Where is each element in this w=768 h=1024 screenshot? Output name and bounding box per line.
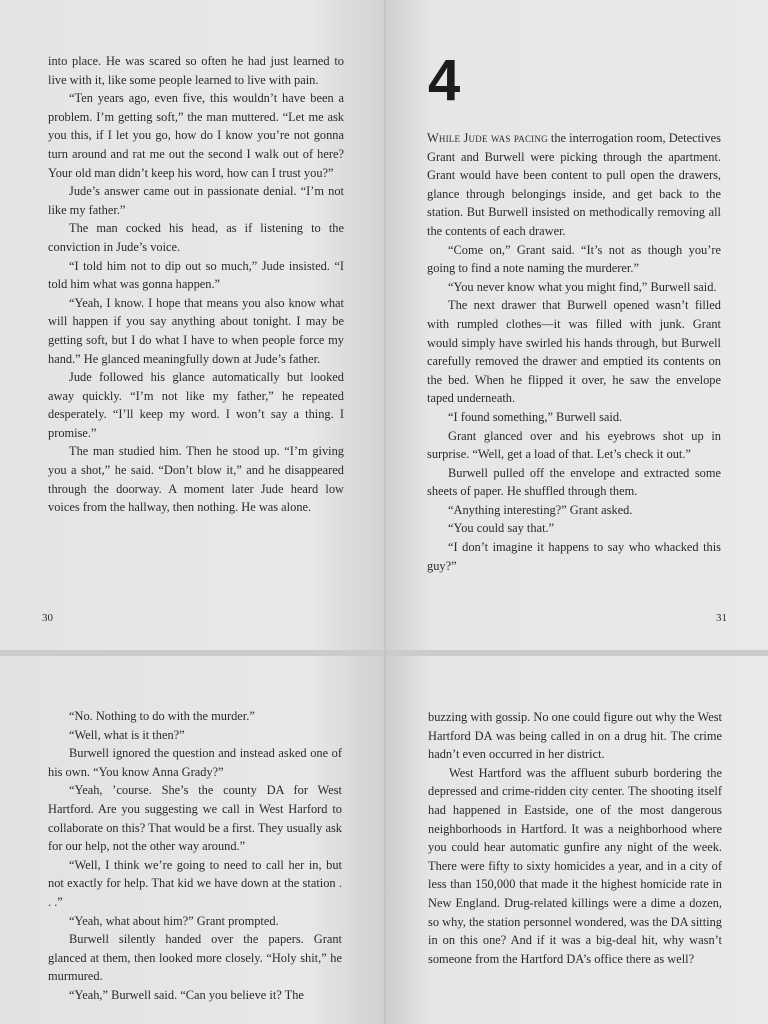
paragraph: “You could say that.” [448,521,555,536]
paragraph: Grant glanced over and his eyebrows shot up in surprise. “Well, get a load of that. Let’s check it out.” [427,428,721,462]
paragraph: “No. Nothing to do with the murder.” [69,709,255,723]
paragraph: “I told him not to dip out so much,” Jude insisted. “I told him what was gonna happen.” [48,258,344,292]
paragraph: West Hartford was the affluent suburb bordering the depressed and crime-ridden city center. The shooting itself had happened in Eastside, one of the most dangerous neighborhoods in Hartford. It was a neighborhood where you could hear automatic gunfire any night of the week. There were fifty to sixty homicides a year, and in a city of less than 150,000 that made it the highest homicide rate in New England. Drug-related killings were a dime a dozen, so why, the station personnel wondered, was the DA sitting in on this one? And if it was a big-deal hit, why wasn’t someone from the Hartford DA’s office there as well? [428,765,722,966]
page-number: 31 [716,612,727,624]
paragraph: The next drawer that Burwell opened wasn’t filled with rumpled clothes—it was filled with junk. Grant would simply have swirled his hands through, but Burwell carefully removed the drawer and emptied its contents on the bed. When he flipped it over, he saw the envelope taped underneath. [427,298,721,406]
page-32-body [48,707,342,1005]
paragraph: Jude followed his glance automatically but looked away quickly. “I’m not like my father,” he repeated desperately. “I’ll keep my word. I won’t say a thing. I promise.” [48,370,344,440]
paragraph: “Well, what is it then?” [69,727,185,742]
page-32 [0,656,384,1024]
chapter-opening-paragraph [427,129,721,241]
page-30 [0,0,384,650]
paragraph: “Well, I think we’re going to need to call her in, but not exactly for help. That kid we have down at the station . . .” [48,857,342,909]
paragraph: “Yeah, what about him?” Grant prompted. [69,913,279,928]
paragraph: Burwell silently handed over the papers. Grant glanced at them, then looked more closely. “Holy shit,” he murmured. [48,932,342,984]
page-number: 30 [42,612,53,624]
page-33 [386,656,768,1024]
paragraph: The man studied him. Then he stood up. “I’m giving you a shot,” he said. “Don’t blow it,” and he disappeared through the doorway. A moment later Jude heard low voices from the hallway, then nothing. He was alone. [48,444,344,515]
paragraph: “I don’t imagine it happens to say who whacked this guy?” [427,540,721,573]
paragraph: “I found something,” Burwell said. [448,409,623,424]
paragraph: The man cocked his head, as if listening to the conviction in Jude’s voice. [48,221,344,254]
paragraph: “Yeah, I know. I hope that means you also know what will happen if you say anything about tonight. I may be getting soft, but I do what I have to when people force my hand.” He glanced meaningfully down at Jude’s father. [48,295,344,366]
paragraph: “You never know what you might find,” Burwell said. [448,279,717,294]
paragraph: “Yeah,” Burwell said. “Can you believe it? The [69,987,304,1002]
paragraph: “Ten years ago, even five, this wouldn’t have been a problem. I’m getting soft,” the man muttered. “Let me ask you this, if I let you go, how do I know you’re not gonna turn around and rat me out the second I walk out of here? Your old man didn’t keep his word, how can I trust you?” [48,91,344,180]
paragraph: Burwell ignored the question and instead asked one of his own. “You know Anna Grady?” [48,746,342,779]
paragraph: Jude’s answer came out in passionate denial. “I’m not like my father.” [48,184,344,217]
paragraph: Burwell pulled off the envelope and extracted some sheets of paper. He shuffled through them. [427,465,721,499]
paragraph: into place. He was scared so often he had just learned to live with it, like some people learned to live with pain. [48,54,344,87]
chapter-number: 4 [428,48,461,113]
paragraph: “Come on,” Grant said. “It’s not as though you’re going to find a note naming the murderer.” [427,242,721,276]
chapter-opening-small-caps: While Jude was pacing [427,131,548,145]
paragraph: “Yeah, ’course. She’s the county DA for West Hartford. Are you suggesting we call in West Harford to collaborate on this? That would be a first. They usually ask for our help, not the other way around.” [48,783,342,854]
page-30-body [48,52,344,517]
paragraph: buzzing with gossip. No one could figure out why the West Hartford DA was being called in on a drug hit. The crime hadn’t even occurred in her district. [428,710,722,762]
paragraph: “Anything interesting?” Grant asked. [448,502,633,517]
page-31-body [427,129,721,575]
page-33-body [428,708,722,968]
chapter-opening-text: the interrogation room, Detectives Grant and Burwell were picking through the apartment. Grant would have been content to pull open the drawers, glance through belongings inside, and get back to the station. But Burwell insisted on methodically removing all the contents of each drawer. [427,131,721,238]
